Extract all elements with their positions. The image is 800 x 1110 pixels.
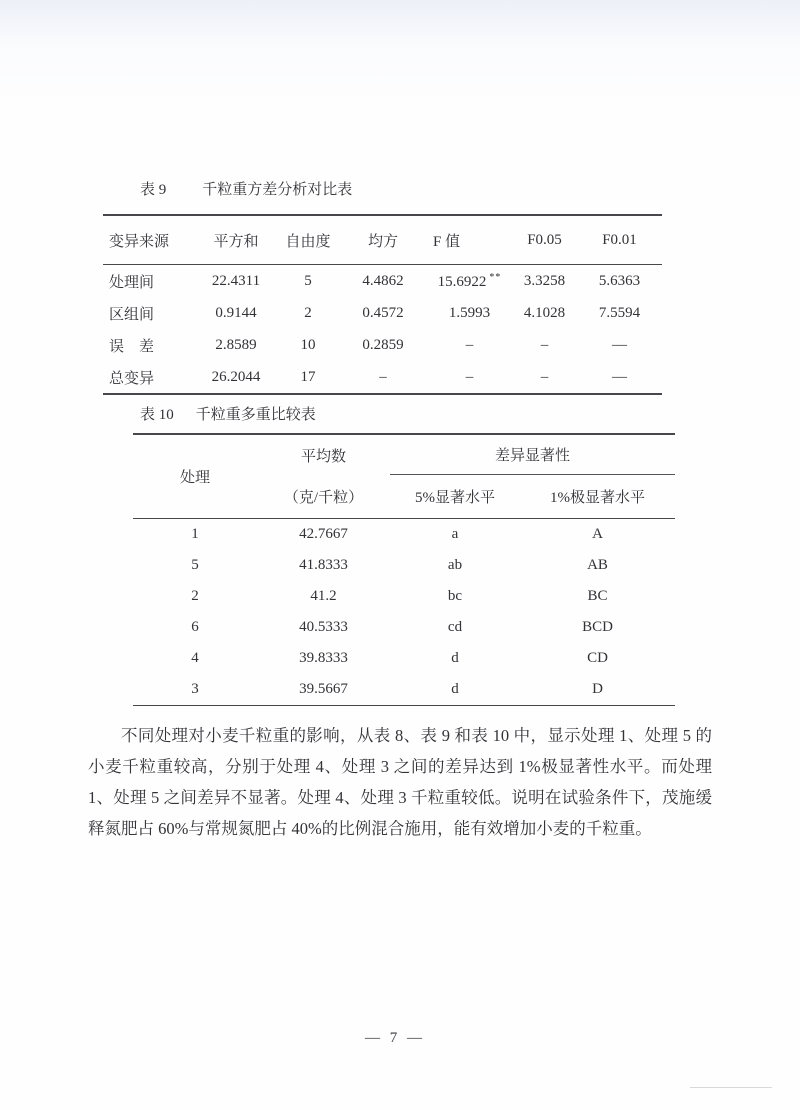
anova-cell-source: 总变异 (109, 370, 155, 387)
anova-cell-source: 误 差 (109, 338, 155, 355)
table-row (133, 674, 675, 705)
anova-header-df: 自由度 (285, 233, 331, 250)
anova-cell-ss: 26.2044 (211, 368, 261, 385)
table-row (133, 550, 675, 581)
comparison-cell-mean: 42.7667 (299, 526, 348, 542)
anova-cell-ms: 0.4572 (362, 304, 404, 321)
comparison-cell-sig5: cd (447, 619, 463, 635)
scan-edge-artifact (690, 1087, 772, 1088)
anova-cell-f005: – (540, 368, 549, 385)
anova-cell-f001: 7.5594 (598, 304, 641, 321)
anova-cell-df: 2 (304, 304, 312, 321)
anova-cell-f: – (465, 368, 474, 385)
comparison-cell-treatment: 3 (191, 681, 199, 697)
scan-tint-artifact (0, 0, 800, 120)
comparison-cell-sig5: bc (447, 588, 463, 604)
comparison-cell-sig1: D (592, 681, 603, 697)
anova-cell-source: 处理间 (109, 274, 155, 291)
table9-caption-label: 表 9 (140, 182, 167, 198)
anova-cell-ms: – (379, 368, 387, 385)
anova-header-f: F 值 (433, 233, 461, 250)
table-row (103, 265, 662, 297)
anova-cell-ss: 0.9144 (215, 304, 257, 321)
anova-cell-f005: 3.3258 (523, 272, 566, 289)
comparison-header-sig1: 1%极显著水平 (550, 490, 645, 506)
table-row (133, 519, 675, 550)
anova-header-source: 变异来源 (109, 233, 170, 250)
significance-marker: ** (489, 271, 502, 283)
table-row (133, 581, 675, 612)
anova-header-ms: 均方 (367, 233, 398, 250)
comparison-cell-mean: 39.8333 (299, 650, 348, 666)
anova-cell-source: 区组间 (109, 306, 155, 323)
page-number: — 7 — (365, 1030, 425, 1046)
anova-cell-df: 17 (300, 368, 316, 385)
table9-caption-title: 千粒重方差分析对比表 (202, 182, 353, 198)
anova-table (103, 214, 662, 395)
anova-cell-f001: — (612, 336, 627, 353)
anova-cell-ss: 22.4311 (211, 272, 261, 289)
anova-cell-f005: – (540, 336, 549, 353)
comparison-cell-sig1: AB (587, 557, 608, 573)
comparison-cell-sig1: CD (587, 650, 608, 666)
comparison-header-treatment: 处理 (179, 470, 210, 486)
comparison-cell-treatment: 5 (191, 557, 199, 573)
comparison-header-sig5: 5%显著水平 (415, 490, 495, 506)
comparison-table-header (133, 435, 675, 519)
table-row (103, 361, 662, 393)
comparison-header-mean-unit: （克/千粒） (283, 490, 364, 506)
comparison-cell-treatment: 4 (191, 650, 199, 666)
anova-header-f001: F0.01 (602, 231, 637, 248)
comparison-header-mean: 平均数 (300, 448, 346, 465)
table10-caption-label: 表 10 (140, 407, 174, 423)
comparison-cell-mean: 40.5333 (299, 619, 348, 635)
comparison-header-sig-group: 差异显著性 (390, 435, 675, 475)
comparison-cell-sig5: d (451, 650, 459, 666)
multiple-comparison-table (133, 433, 675, 706)
anova-cell-ms: 0.2859 (362, 336, 404, 353)
anova-cell-f: – (465, 336, 474, 353)
table-row (103, 329, 662, 361)
analysis-paragraph: 不同处理对小麦千粒重的影响，从表 8、表 9 和表 10 中，显示处理 1、处理 5 的小麦千粒重较高，分别于处理 4、处理 3 之间的差异达到 1%极显著性水平。而处理 1、处理 5 之间差异不显著。处理 4、处理 3 千粒重较低。说明在试验条件下，茂施缓释氮肥占 60%与常规氮肥占 40%的比例混合施用，能有效增加小麦的千粒重。 (88, 725, 712, 838)
comparison-cell-sig5: a (451, 526, 459, 542)
comparison-cell-treatment: 6 (191, 619, 199, 635)
anova-cell-f001: — (612, 368, 627, 385)
anova-cell-ss: 2.8589 (215, 336, 257, 353)
comparison-cell-sig5: d (451, 681, 459, 697)
table9-caption (140, 178, 352, 199)
anova-header-f005: F0.05 (527, 231, 562, 248)
table-row (133, 643, 675, 674)
anova-cell-ms: 4.4862 (362, 272, 404, 289)
anova-cell-df: 5 (304, 272, 312, 289)
anova-cell-f (427, 272, 512, 291)
table10-caption-title: 千粒重多重比较表 (195, 407, 316, 423)
comparison-cell-mean: 41.8333 (299, 557, 348, 573)
anova-cell-f005: 4.1028 (523, 304, 566, 321)
comparison-cell-sig1: BC (587, 588, 608, 604)
anova-cell-f: 1.5993 (448, 304, 491, 321)
anova-table-header-row (103, 216, 662, 265)
comparison-cell-sig5: ab (447, 557, 463, 573)
anova-cell-df: 10 (300, 336, 316, 353)
comparison-cell-sig1: BCD (582, 619, 613, 635)
comparison-cell-treatment: 1 (191, 526, 199, 542)
table10-caption (140, 403, 316, 424)
anova-cell-f001: 5.6363 (598, 272, 641, 289)
comparison-cell-sig1: A (592, 526, 603, 542)
table-row (103, 297, 662, 329)
comparison-cell-mean: 39.5667 (299, 681, 348, 697)
f-value: 15.6922 (437, 273, 487, 290)
comparison-cell-mean: 41.2 (310, 588, 337, 604)
table-row (133, 612, 675, 643)
comparison-cell-treatment: 2 (191, 588, 199, 604)
anova-header-ss: 平方和 (213, 233, 259, 250)
